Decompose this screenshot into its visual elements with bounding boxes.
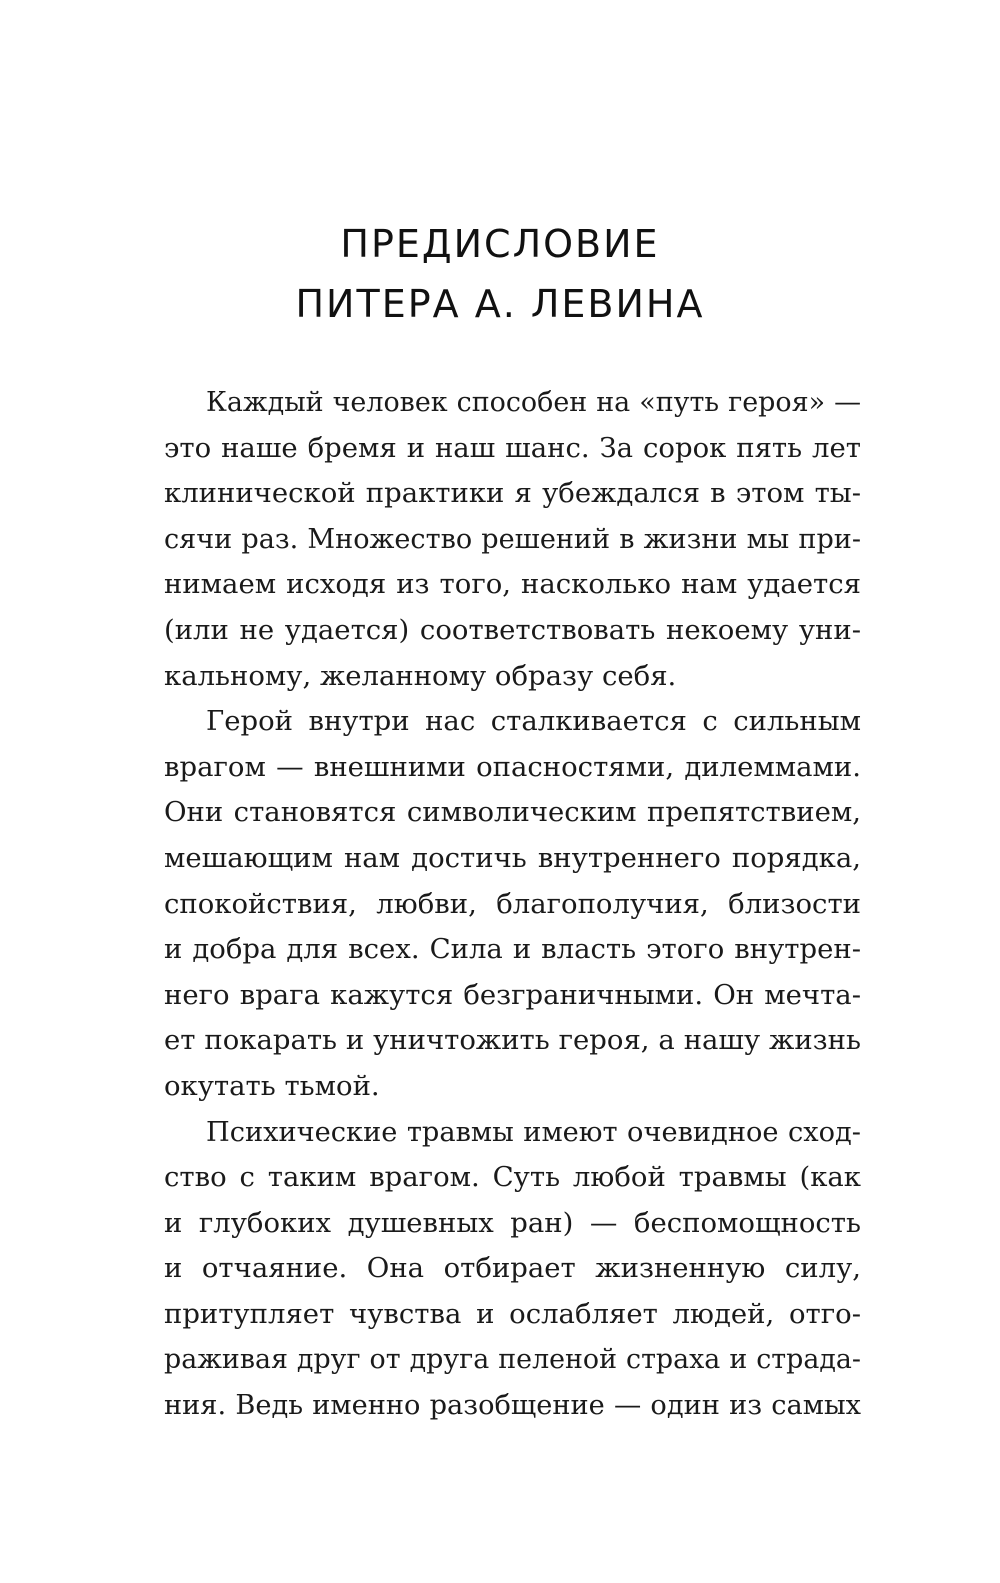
paragraph-2 xyxy=(164,699,861,1109)
text-line: ет покарать и уничтожить героя, а нашу жизнь xyxy=(164,1024,861,1057)
text-line: нимаем исходя из того, насколько нам удается xyxy=(164,568,861,601)
title-line-2: ПИТЕРА А. ЛЕВИНА xyxy=(295,282,705,326)
text-line: него врага кажутся безграничными. Он мечта- xyxy=(164,978,861,1011)
text-line: раживая друг от друга пеленой страха и страда- xyxy=(164,1344,861,1376)
text-line: Герой внутри нас сталкивается с сильным xyxy=(206,705,861,738)
text-line: это наше бремя и наш шанс. За сорок пять лет xyxy=(164,431,861,464)
text-line: ния. Ведь именно разобщение — один из самых xyxy=(164,1390,861,1422)
text-line: окутать тьмой. xyxy=(164,1069,380,1102)
text-line: спокойствия, любви, благополучия, близости xyxy=(164,887,861,920)
text-line: врагом — внешними опасностями, дилеммами. xyxy=(164,750,861,783)
text-line: Они становятся символическим препятствием, xyxy=(164,796,861,829)
text-line: Психические травмы имеют очевидное сход- xyxy=(206,1116,861,1148)
text-line: и добра для всех. Сила и власть этого внутрен- xyxy=(164,933,861,966)
text-line: притупляет чувства и ослабляет людей, отго- xyxy=(164,1297,861,1330)
text-line: мешающим нам достичь внутреннего порядка, xyxy=(164,841,861,874)
text-line: Каждый человек способен на «путь героя» — xyxy=(206,387,861,418)
paragraph-1 xyxy=(164,380,861,699)
text-line: (или не удается) соответствовать некоему уни- xyxy=(164,613,861,646)
body-text xyxy=(164,380,861,1429)
paragraph-3 xyxy=(164,1110,861,1429)
text-line: сячи раз. Множество решений в жизни мы при- xyxy=(164,523,861,555)
text-line: клинической практики я убеждался в этом ты- xyxy=(164,477,861,510)
text-line: и глубоких душевных ран) — беспомощность xyxy=(164,1206,861,1239)
text-line: и отчаяние. Она отбирает жизненную силу, xyxy=(164,1252,861,1285)
text-line: ство с таким врагом. Суть любой травмы (как xyxy=(164,1161,861,1194)
page-title xyxy=(0,214,1000,334)
text-line: кальному, желанному образу себя. xyxy=(164,659,677,692)
title-line-1: ПРЕДИСЛОВИЕ xyxy=(340,222,660,266)
